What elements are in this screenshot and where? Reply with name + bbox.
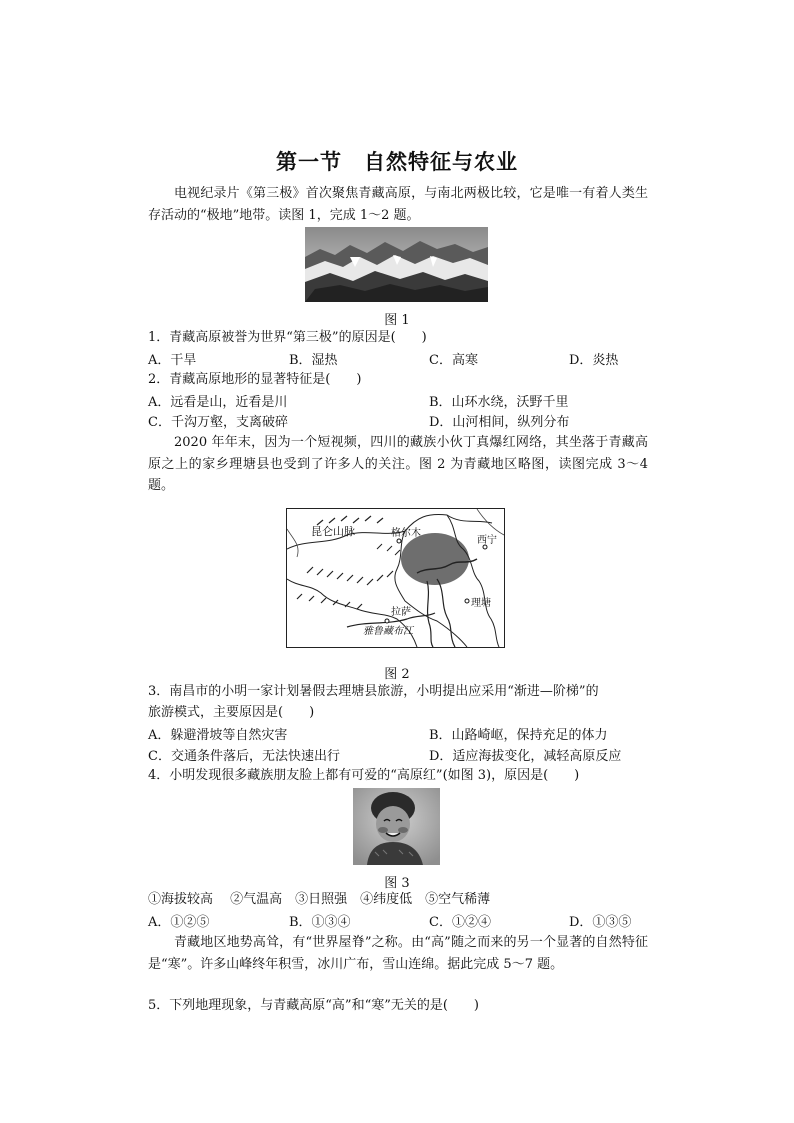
intro-paragraph-3: 青藏地区地势高耸，有“世界屋脊”之称。由“高”随之而来的另一个显著的自然特征是“寒”。许多山峰终年积雪，冰川广布，雪山连绵。据此完成 5～7 题。	[148, 935, 648, 972]
q3-option-a[interactable]: A．躲避滑坡等自然灾害	[148, 728, 288, 743]
q1-option-a[interactable]: A．干旱	[148, 353, 197, 368]
label-yarlung: 雅鲁藏布江	[363, 626, 413, 637]
mountain-photo-icon	[305, 227, 488, 302]
q1-option-b[interactable]: B．湿热	[289, 353, 338, 368]
intro-paragraph-1: 电视纪录片《第三极》首次聚焦青藏高原，与南北两极比较，它是唯一有着人类生存活动的“极地”地带。读图 1，完成 1～2 题。	[148, 186, 648, 223]
golmud-city-marker	[397, 539, 401, 543]
q3-option-c[interactable]: C．交通条件落后，无法快速出行	[148, 749, 340, 764]
q4-option-a[interactable]: A．①②⑤	[148, 915, 210, 930]
figure-3-caption: 图 3	[384, 876, 410, 891]
q4-option-c[interactable]: C．①②④	[429, 915, 491, 930]
child-photo-icon	[353, 788, 440, 865]
question-2-stem: 2．青藏高原地形的显著特征是( )	[148, 372, 362, 387]
q4-option-b[interactable]: B．①③④	[289, 915, 351, 930]
section-number: 第一节	[276, 150, 342, 174]
label-golmud: 格尔木	[391, 528, 421, 539]
q1-option-d[interactable]: D．炎热	[569, 353, 619, 368]
question-1-stem: 1．青藏高原被誉为世界“第三极”的原因是( )	[148, 330, 427, 345]
q2-option-d[interactable]: D．山河相间，纵列分布	[429, 415, 570, 430]
figure-2-caption: 图 2	[384, 667, 410, 682]
question-5-stem: 5．下列地理现象，与青藏高原“高”和“寒”无关的是( )	[148, 998, 479, 1013]
q2-option-a[interactable]: A．远看是山，近看是川	[148, 395, 288, 410]
lhasa-city-marker	[385, 619, 389, 623]
figure-1-mountain-photo	[305, 227, 488, 302]
q1-option-c[interactable]: C．高寒	[429, 353, 478, 368]
label-kunlun: 昆仑山脉	[311, 525, 355, 538]
litang-city-marker	[465, 599, 469, 603]
q3-option-d[interactable]: D．适应海拔变化，减轻高原反应	[429, 749, 622, 764]
question-3-stem-line-2: 旅游模式，主要原因是( )	[148, 705, 315, 720]
q2-option-b[interactable]: B．山环水绕，沃野千里	[429, 395, 569, 410]
question-4-stem: 4．小明发现很多藏族朋友脸上都有可爱的“高原红”(如图 3)，原因是( )	[148, 768, 580, 783]
page-title	[0, 146, 794, 176]
highlight-region	[401, 533, 469, 585]
question-3-stem-line-1: 3．南昌市的小明一家计划暑假去理塘县旅游，小明提出应采用“渐进—阶梯”的	[148, 684, 599, 699]
label-xining: 西宁	[477, 535, 497, 546]
figure-3-child-photo	[353, 788, 440, 865]
section-name: 自然特征与农业	[364, 150, 518, 174]
label-lhasa: 拉萨	[391, 607, 411, 618]
q3-option-b[interactable]: B．山路崎岖，保持充足的体力	[429, 728, 608, 743]
label-litang: 理塘	[471, 598, 491, 609]
qinghai-tibet-map	[287, 509, 504, 647]
question-4-choices: ①海拔较高 ②气温高 ③日照强 ④纬度低 ⑤空气稀薄	[148, 892, 491, 907]
figure-1-caption: 图 1	[384, 313, 410, 328]
q4-option-d[interactable]: D．①③⑤	[569, 915, 632, 930]
intro-paragraph-2: 2020 年年末，因为一个短视频，四川的藏族小伙丁真爆红网络，其坐落于青藏高原之上的家乡理塘县也受到了许多人的关注。图 2 为青藏地区略图，读图完成 3～4 题。	[148, 435, 648, 493]
q2-option-c[interactable]: C．千沟万壑，支离破碎	[148, 415, 288, 430]
figure-2-map	[286, 508, 505, 648]
